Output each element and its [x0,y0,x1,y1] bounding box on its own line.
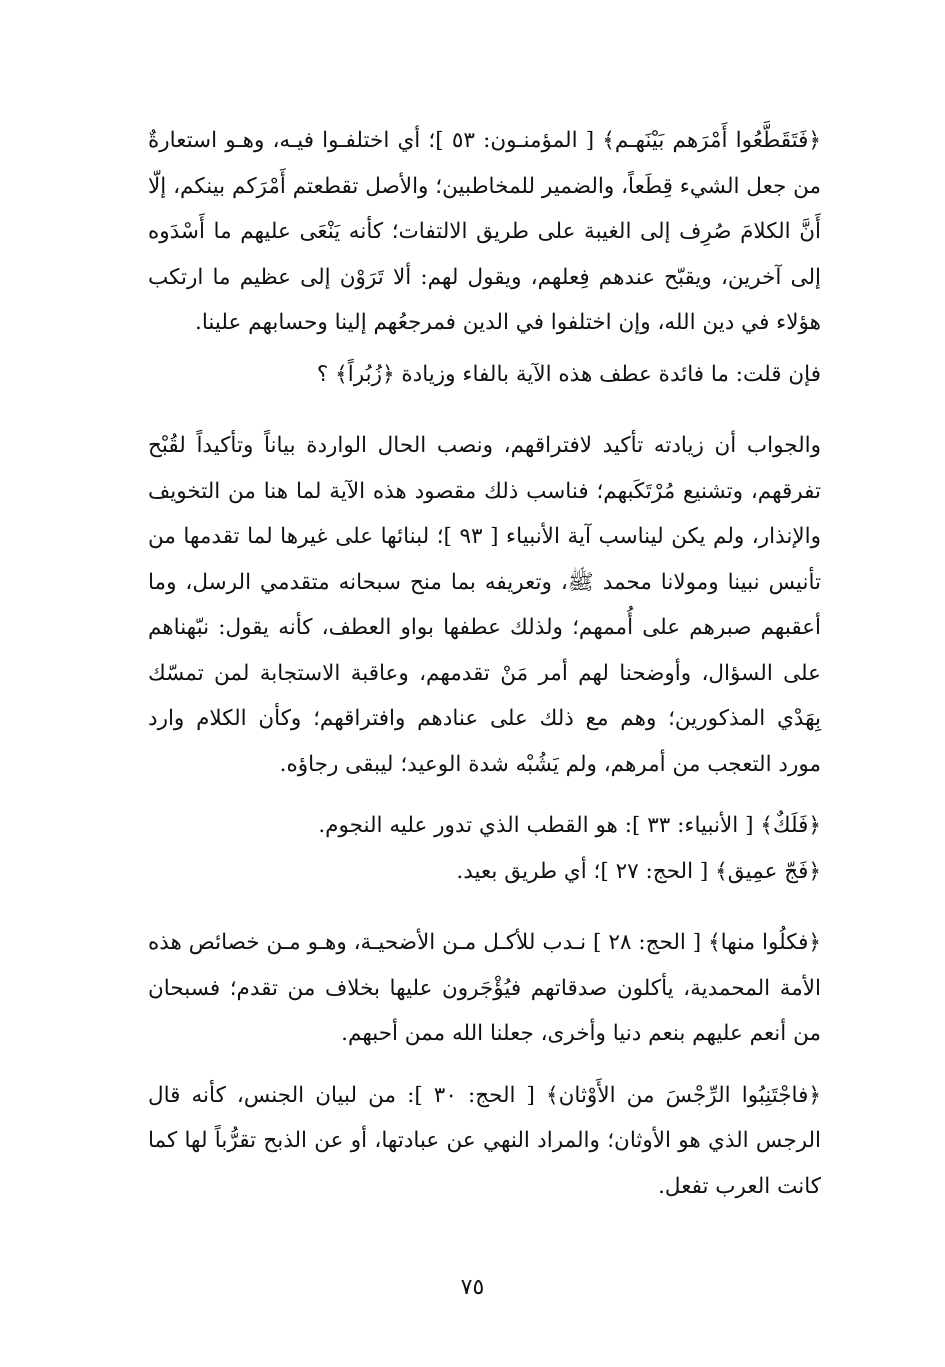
paragraph-2: فإن قلت: ما فائدة عطف هذه الآية بالفاء وزيادة ﴿زُبُراً﴾ ؟ [316,361,821,387]
paragraph-3: والجواب أن زيادته تأكيد لافتراقهم، ونصب الحال الواردة بياناً وتأكيداً لقُبْح تفرقهم، وتشنيع مُرْتَكَبهم؛ فناسب ذلك مقصود هذه الآية لما هنا من التخويف والإنذار، ولم يكن ليناسب آية الأنبياء [ ٩٣ ]؛ لبنائها على غيرها لما تقدمها من تأنيس نبينا ومولانا محمد ﷺ، وتعريفه بما منح سبحانه متقدمي الرسل، وما أعقبهم صبرهم على أُممهم؛ ولذلك عطفها بواو العطف، كأنه يقول: نبّهناهم على السؤال، وأوضحنا لهم أمر مَنْ تقدمهم، وعاقبة الاستجابة لمن تمسّك بِهَدْي المذكورين؛ وهم مع ذلك على عنادهم وافتراقهم؛ وكأن الكلام وارد مورد التعجب من أمرهم، ولم يَشُبْه شدة الوعيد؛ ليبقى رجاؤه. [148,433,821,777]
paragraph-1: ﴿فَتَقَطَّعُوا أَمْرَهم بَيْنَهـم﴾ [ المؤمنـون: ٥٣ ]؛ أي اختلفـوا فيـه، وهـو استعارةٌ من جعل الشيء قِطَعاً، والضمير للمخاطبين؛ والأصل تقطعتم أَمْرَكم بينكم، إلّا أَنَّ الكلامَ صُرِف إلى الغيبة على طريق الالتفات؛ كأنه يَنْعَى عليهم ما أَسْدَوه إلى آخرين، ويقبّح عندهم فِعلهم، ويقول لهم: ألا تَرَوْن إلى عظيم ما ارتكب هؤلاء في دين الله، وإن اختلفوا في الدين فمرجعُهم إلينا وحسابهم علينا. [148,128,822,335]
page-body [148,118,843,1209]
paragraph-7: ﴿فاجْتَنِبُوا الرِّجْسَ من الأَوْثان﴾ [ الحج: ٣٠ ]: من لبيان الجنس، كأنه قال الرجس الذي هو الأوثان؛ والمراد النهي عن عبادتها، أو عن الذبح تقرُّباً لها كما كانت العرب تفعل. [148,1082,821,1199]
paragraph-4: ﴿فَلَكٌ﴾ [ الأنبياء: ٣٣ ]: هو القطب الذي تدور عليه النجوم. [318,813,821,838]
spacer [148,1057,843,1073]
page-number: ٧٥ [460,1275,485,1300]
spacer [148,397,843,423]
paragraph-6: ﴿فكلُوا منها﴾ [ الحج: ٢٨ ] نـدب للأكـل مـن الأضحيـة، وهـو مـن خصائص هذه الأمة المحمدية، يأكلون صدقاتهم فيُؤْجَرون عليها بخلاف من تقدم؛ فسبحان من أنعم عليهم بنعم دنيا وأخرى، جعلنا الله ممن أحبهم. [148,930,821,1046]
spacer [148,787,843,803]
paragraph-5: ﴿فَجّ عمِيق﴾ [ الحج: ٢٧ ]؛ أي طريق بعيد. [456,858,821,884]
spacer [148,894,843,920]
